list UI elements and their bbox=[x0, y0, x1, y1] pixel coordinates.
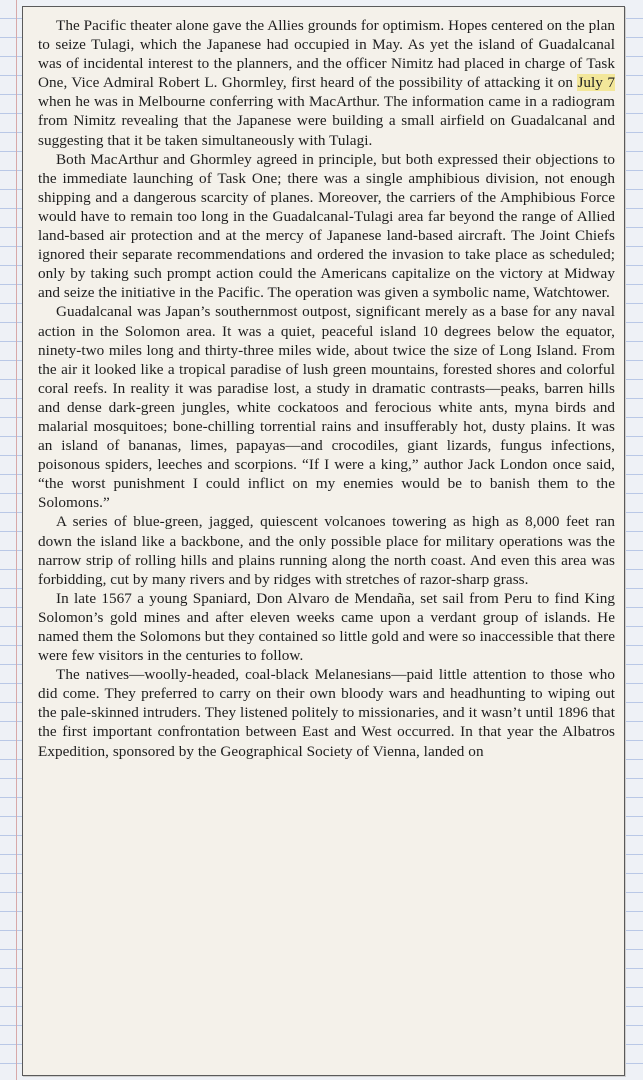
notebook-margin-line bbox=[16, 0, 17, 1080]
paragraph-3: Guadalcanal was Japan’s southernmost outpost, significant merely as a base for any naval action in the Solomon area. It was a quiet, peaceful island 10 degrees below the equator, ninety-two miles long and thirty-three miles wide, about twice the size of Long Island. From the air it looked like a tropical paradise of lush green mountains, forested shores and colorful coral reefs. In reality it was paradise lost, a study in dramatic contrasts—peaks, barren hills and dense dark-green jungles, white cockatoos and ferocious white ants, myna birds and malarial mosquitoes; bone-chilling torrential rains and insufferably hot, dusty plains. It was an island of bananas, limes, papayas—and crocodiles, giant lizards, fungus infections, poisonous spiders, leeches and scorpions. “If I were a king,” author Jack London once said, “the worst punishment I could inflict on my enemies would be to banish them to the Solomons.” bbox=[38, 303, 615, 512]
paragraph-5: In late 1567 a young Spaniard, Don Alvaro de Mendaña, set sail from Peru to find King Solomon’s gold mines and after eleven weeks came upon a verdant group of islands. He named them the Solomons but they contained so little gold and were so inaccessible that there were few visitors in the centuries to follow. bbox=[38, 589, 615, 665]
paragraph-2: Both MacArthur and Ghormley agreed in principle, but both expressed their objections to the immediate launching of Task One; there was a single amphibious division, not enough shipping and a dangerous scarcity of planes. Moreover, the carriers of the Amphibious Force would have to remain too long in the Guadalcanal-Tulagi area far beyond the range of Allied land-based air protection and at the mercy of Japanese land-based aircraft. The Joint Chiefs ignored their separate recommendations and ordered the invasion to take place as scheduled; only by taking such prompt action could the Americans capitalize on the victory at Midway and seize the initiative in the Pacific. The operation was given a symbolic name, Watchtower. bbox=[38, 150, 615, 302]
paragraph-1-text-after: when he was in Melbourne conferring with MacArthur. The information came in a radiogram from Nimitz revealing that the Japanese were building a small airfield on Guadalcanal and suggesting that it be taken simultaneously with Tulagi. bbox=[38, 93, 615, 149]
highlighted-date: July 7 bbox=[577, 74, 615, 92]
paragraph-1-text-before: The Pacific theater alone gave the Allies grounds for optimism. Hopes centered on the plan to seize Tulagi, which the Japanese had occupied in May. As yet the island of Guadalcanal was of incidental interest to the planners, and the officer Nimitz had placed in charge of Task One, Vice Admiral Robert L. Ghormley, first heard of the possibility of attacking it on bbox=[38, 17, 615, 92]
paragraph-6: The natives—woolly-headed, coal-black Melanesians—paid little attention to those who did come. They preferred to carry on their own bloody wars and headhunting to wiping out the pale-skinned intruders. They listened politely to missionaries, and it wasn’t until 1896 that the first important confrontation between East and West occurred. In that year the Albatros Expedition, sponsored by the Geographical Society of Vienna, landed on bbox=[38, 666, 615, 760]
paragraph-4: A series of blue-green, jagged, quiescent volcanoes towering as high as 8,000 feet ran down the island like a backbone, and the only possible place for military operations was the narrow strip of rolling hills and plains running along the north coast. And even this area was forbidding, cut by many rivers and by ridges with stretches of razor-sharp grass. bbox=[38, 513, 615, 588]
book-page-clipping bbox=[22, 6, 625, 1076]
paragraph-1 bbox=[38, 16, 615, 150]
